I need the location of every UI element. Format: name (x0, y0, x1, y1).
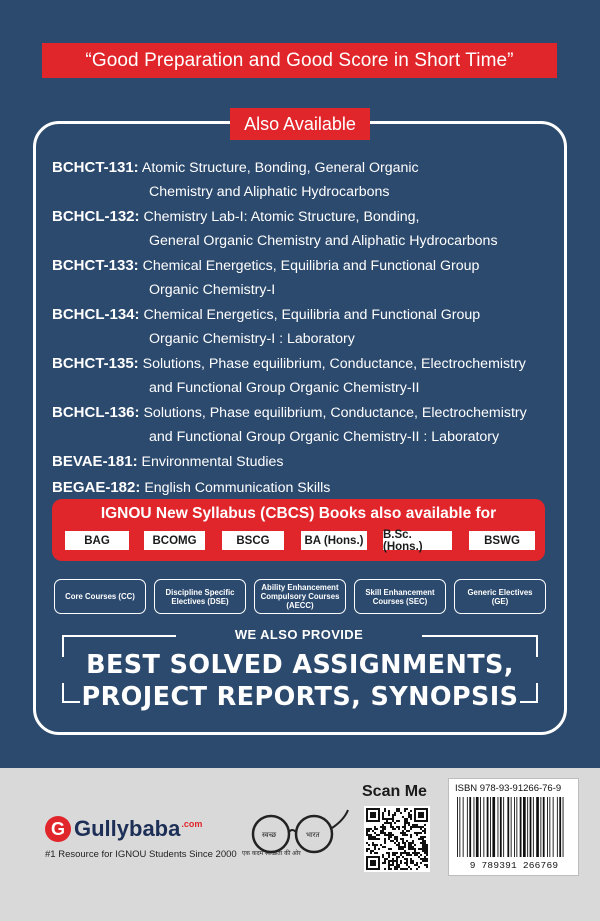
cbcs-title: IGNOU New Syllabus (CBCS) Books also available for (100, 505, 497, 522)
we-also-provide-label: WE ALSO PROVIDE (234, 627, 364, 642)
category-line: (AECC) (286, 601, 314, 610)
logo-g-icon: G (45, 816, 71, 842)
course-code: BCHCL-134: (52, 306, 140, 323)
course-title-line1: Atomic Structure, Bonding, General Organic (141, 160, 419, 176)
course-title-line1: Solutions, Phase equilibrium, Conductance, Electrochemistry (143, 405, 527, 421)
course-list (52, 156, 552, 501)
divider-line (62, 635, 176, 637)
category-dse (154, 579, 246, 614)
program-badge: BSWG (469, 531, 535, 550)
program-badge: BCOMG (144, 531, 205, 550)
course-title-line1: Chemistry Lab-I: Atomic Structure, Bonding, (143, 209, 420, 225)
category-line: Ability Enhancement (261, 583, 339, 592)
category-line: Skill Enhancement (365, 587, 435, 597)
category-sec (354, 579, 446, 614)
course-title-line2: Chemistry and Aliphatic Hydrocarbons (149, 183, 390, 200)
course-title-line2: and Functional Group Organic Chemistry-II (149, 379, 420, 396)
isbn-text: ISBN 978-93-91266-76-9 (455, 783, 562, 794)
course-code: BCHCT-133: (52, 257, 139, 274)
also-available-label (230, 108, 370, 140)
category-line: Courses (SEC) (372, 596, 428, 606)
category-line: Generic Electives (467, 587, 533, 597)
course-item (52, 450, 552, 475)
category-line: Core Courses (CC) (65, 592, 135, 601)
program-badge: BA (Hons.) (301, 531, 367, 550)
program-row (65, 528, 535, 553)
course-item (52, 401, 552, 449)
course-code: BEVAE-181: (52, 453, 138, 470)
divider-line (422, 635, 538, 637)
course-code: BCHCT-131: (52, 159, 139, 176)
course-title-line1: Chemical Energetics, Equilibria and Functional Group (143, 307, 481, 323)
provide-line-2: PROJECT REPORTS, SYNOPSIS (81, 682, 519, 712)
also-available-text: Also Available (244, 113, 356, 134)
isbn-digits: 9 789391 266769 (469, 860, 559, 871)
logo-suffix: .com (181, 819, 203, 829)
course-title-line1: Solutions, Phase equilibrium, Conductance, Electrochemistry (142, 356, 526, 372)
cbcs-programs-box (52, 499, 545, 561)
course-title-line1: English Communication Skills (144, 479, 331, 496)
course-item (52, 156, 552, 204)
course-title-line2: Organic Chemistry-I : Laboratory (149, 330, 355, 347)
swachh-bharat-spectacles-icon (236, 806, 351, 866)
course-item (52, 205, 552, 253)
category-line: Compulsory Courses (260, 592, 340, 601)
course-item (52, 476, 552, 501)
course-title-line2: Organic Chemistry-I (149, 281, 276, 298)
gullybaba-logo (45, 815, 202, 843)
category-line: Electives (DSE) (171, 596, 229, 606)
course-item (52, 254, 552, 302)
course-item (52, 352, 552, 400)
logo-text: Gullybaba (74, 816, 181, 841)
category-line: Discipline Specific (165, 587, 235, 597)
course-title-line1: Environmental Studies (141, 454, 284, 470)
swachh-left-text: स्वच्छ (262, 831, 277, 839)
category-line: (GE) (491, 596, 509, 606)
slogan-banner (42, 43, 557, 78)
category-aecc (254, 579, 346, 614)
course-code: BCHCL-132: (52, 208, 140, 225)
course-item (52, 303, 552, 351)
slogan-text: “Good Preparation and Good Score in Short Time” (85, 49, 514, 71)
category-ge (454, 579, 546, 614)
course-title-line2: General Organic Chemistry and Aliphatic Hydrocarbons (149, 232, 498, 249)
course-title-line1: Chemical Energetics, Equilibria and Functional Group (142, 258, 480, 274)
program-badge: B.Sc. (Hons.) (383, 531, 452, 550)
course-code: BCHCL-136: (52, 404, 140, 421)
program-badge: BSCG (222, 531, 284, 550)
program-badge: BAG (65, 531, 129, 550)
course-title-line2: and Functional Group Organic Chemistry-II : Laboratory (149, 428, 500, 445)
course-code: BEGAE-182: (52, 478, 141, 496)
provide-line-1: BEST SOLVED ASSIGNMENTS, (86, 650, 514, 680)
tagline: #1 Resource for IGNOU Students Since 2000 (45, 849, 237, 860)
swachh-right-text: भारत (306, 831, 320, 839)
scan-me-label: Scan Me (362, 783, 427, 800)
qr-code-icon (364, 806, 430, 872)
category-core-courses (54, 579, 146, 614)
swachh-caption: एक कदम स्वच्छता की ओर (242, 850, 301, 857)
barcode-icon (455, 797, 573, 857)
course-code: BCHCT-135: (52, 355, 139, 372)
